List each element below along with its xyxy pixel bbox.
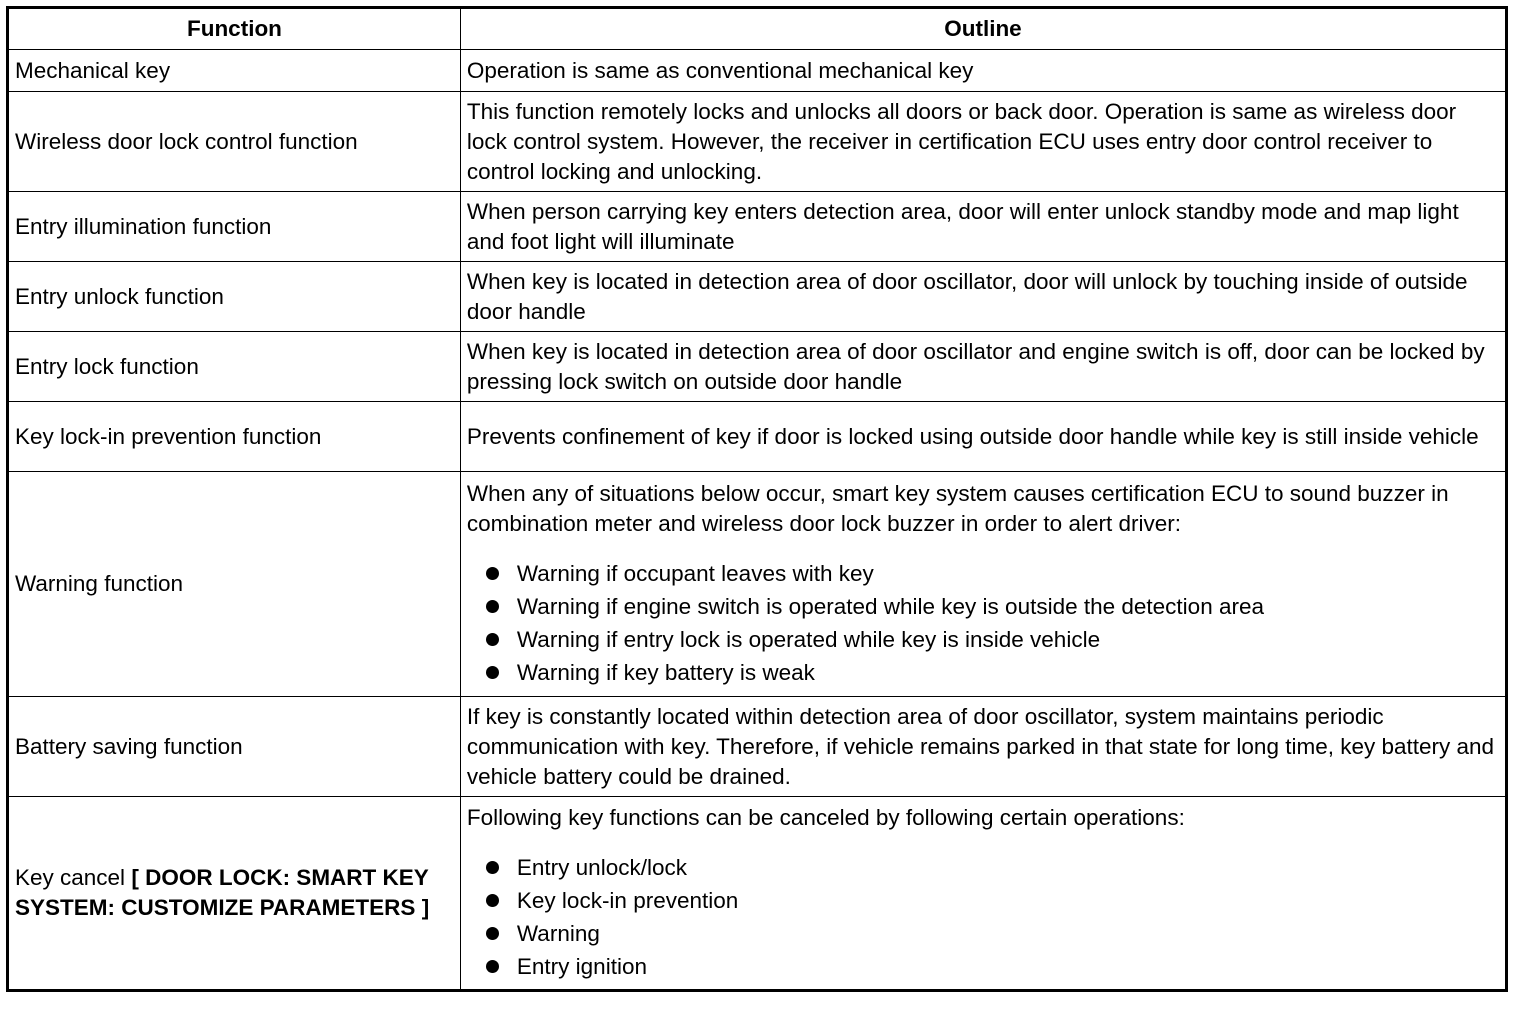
warning-list xyxy=(467,557,1499,689)
bullet-icon xyxy=(486,666,499,679)
list-item xyxy=(467,557,1499,590)
outline-cell: Prevents confinement of key if door is locked using outside door handle while key is still inside vehicle xyxy=(460,402,1506,472)
table-row xyxy=(8,50,1507,92)
bullet-icon xyxy=(486,600,499,613)
function-cell: Mechanical key xyxy=(8,50,461,92)
table-row xyxy=(8,332,1507,402)
table-row xyxy=(8,92,1507,192)
table-row xyxy=(8,192,1507,262)
function-cell: Entry lock function xyxy=(8,332,461,402)
list-item xyxy=(467,884,1499,917)
table-row xyxy=(8,472,1507,697)
bullet-icon xyxy=(486,567,499,580)
header-function: Function xyxy=(8,8,461,50)
list-item-text: Warning xyxy=(516,921,600,946)
function-cell: Battery saving function xyxy=(8,697,461,797)
outline-text: Following key functions can be canceled by following certain operations: xyxy=(466,805,1185,830)
outline-cell: When person carrying key enters detection area, door will enter unlock standby mode and map light and foot light will illuminate xyxy=(460,192,1506,262)
list-item xyxy=(467,656,1499,689)
function-cell: Entry illumination function xyxy=(8,192,461,262)
bullet-icon xyxy=(486,861,499,874)
list-item xyxy=(467,950,1499,983)
list-item-text: Warning if entry lock is operated while key is inside vehicle xyxy=(516,627,1101,652)
outline-cell: Operation is same as conventional mechanical key xyxy=(460,50,1506,92)
list-item xyxy=(467,851,1499,884)
bullet-icon xyxy=(486,927,499,940)
list-item-text: Entry unlock/lock xyxy=(516,855,687,880)
cancel-list xyxy=(467,851,1499,983)
function-cell: Entry unlock function xyxy=(8,262,461,332)
list-item-text: Warning if key battery is weak xyxy=(516,660,815,685)
list-item-text: Key lock-in prevention xyxy=(516,888,739,913)
table-row xyxy=(8,262,1507,332)
header-outline: Outline xyxy=(460,8,1506,50)
list-item xyxy=(467,917,1499,950)
function-cell: Warning function xyxy=(8,472,461,697)
cross-reference-link[interactable]: [ DOOR LOCK: SMART KEY SYSTEM: CUSTOMIZE PARAMETERS ] xyxy=(15,865,430,920)
function-text: Key cancel xyxy=(15,865,126,890)
function-cell: Key lock-in prevention function xyxy=(8,402,461,472)
outline-cell: When key is located in detection area of door oscillator, door will unlock by touching inside of outside door handle xyxy=(460,262,1506,332)
outline-cell: This function remotely locks and unlocks all doors or back door. Operation is same as wireless door lock control system. However, the receiver in certification ECU uses entry door control receiver to control locking and unlocking. xyxy=(460,92,1506,192)
list-item-text: Warning if engine switch is operated while key is outside the detection area xyxy=(516,594,1264,619)
table-row xyxy=(8,797,1507,991)
list-item-text: Entry ignition xyxy=(516,954,647,979)
list-item xyxy=(467,590,1499,623)
outline-cell xyxy=(460,797,1506,991)
outline-cell: When key is located in detection area of door oscillator and engine switch is off, door can be locked by pressing lock switch on outside door handle xyxy=(460,332,1506,402)
function-outline-table xyxy=(6,6,1508,992)
function-cell: Wireless door lock control function xyxy=(8,92,461,192)
list-item-text: Warning if occupant leaves with key xyxy=(516,561,874,586)
list-item xyxy=(467,623,1499,656)
bullet-icon xyxy=(486,960,499,973)
outline-text: When any of situations below occur, smart key system causes certification ECU to sound buzzer in combination meter and wireless door lock buzzer in order to alert driver: xyxy=(466,481,1449,536)
bullet-icon xyxy=(486,894,499,907)
outline-cell: If key is constantly located within detection area of door oscillator, system maintains periodic communication with key. Therefore, if vehicle remains parked in that state for long time, key battery and vehicle battery could be drained. xyxy=(460,697,1506,797)
function-cell xyxy=(8,797,461,991)
table-row xyxy=(8,697,1507,797)
table-row xyxy=(8,402,1507,472)
table-header-row xyxy=(8,8,1507,50)
outline-cell xyxy=(460,472,1506,697)
bullet-icon xyxy=(486,633,499,646)
